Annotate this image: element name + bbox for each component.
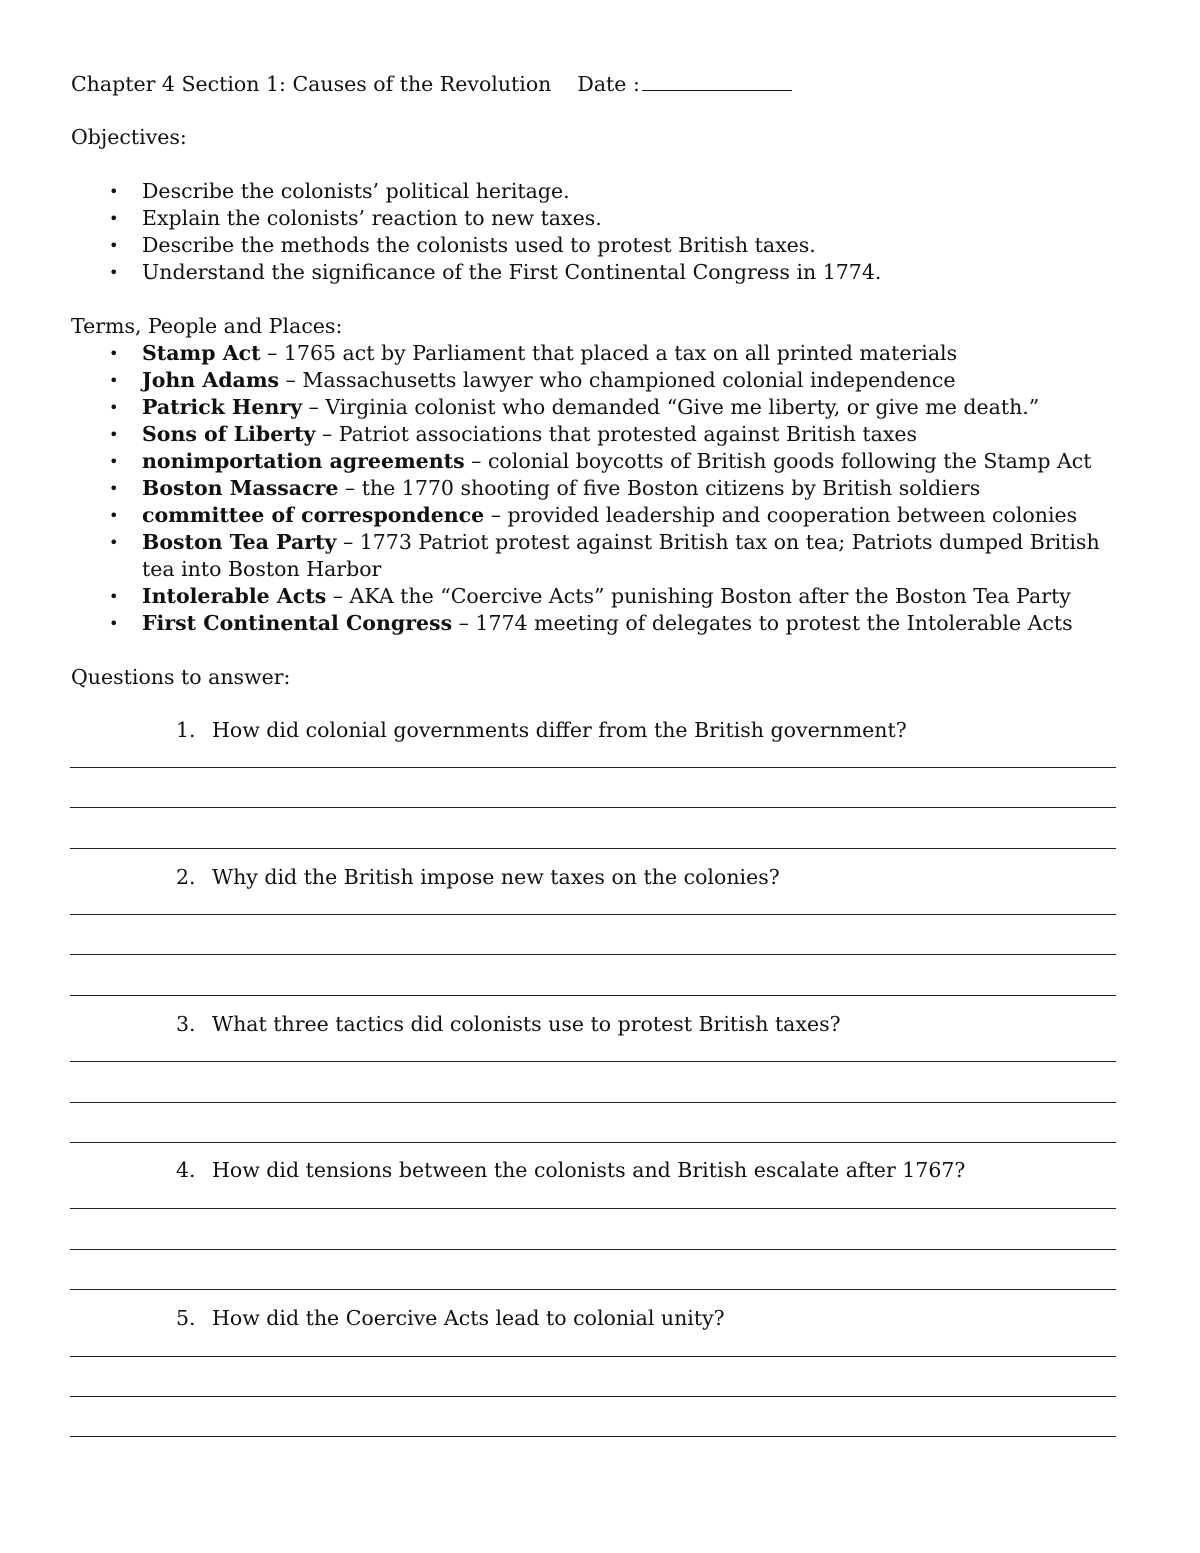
term-name: Boston Tea Party [142, 530, 337, 554]
bullet-icon: • [109, 236, 119, 255]
question-2 [176, 864, 780, 891]
list-item: • Understand the significance of the First Continental Congress in 1774. [109, 260, 882, 284]
term-definition: – AKA the “Coercive Acts” punishing Boston after the Boston Tea Party [326, 584, 1071, 608]
bullet-icon: • [109, 452, 119, 471]
answer-line[interactable] [70, 1436, 1116, 1437]
term-item [0, 421, 1100, 448]
question-3 [176, 1011, 841, 1038]
term-item [0, 583, 1100, 610]
answer-line[interactable] [70, 954, 1116, 955]
answer-line[interactable] [70, 1061, 1116, 1062]
answer-line[interactable] [70, 914, 1116, 915]
term-name: John Adams [142, 368, 280, 392]
term-definition: – Patriot associations that protested against British taxes [315, 422, 918, 446]
bullet-icon: • [109, 263, 119, 282]
bullet-icon: • [109, 614, 119, 633]
bullet-icon: • [109, 182, 119, 201]
term-name: Stamp Act [142, 341, 261, 365]
bullet-icon: • [109, 398, 119, 417]
date-label: Date [577, 72, 627, 96]
bullet-icon: • [109, 506, 119, 525]
objectives-list [0, 178, 881, 286]
term-item [0, 448, 1100, 475]
term-item [0, 475, 1100, 502]
bullet-icon: • [109, 587, 119, 606]
answer-line[interactable] [70, 1396, 1116, 1397]
answer-line[interactable] [70, 1249, 1116, 1250]
bullet-icon: • [109, 344, 119, 363]
bullet-icon: • [109, 209, 119, 228]
question-4 [176, 1157, 965, 1184]
term-definition: – the 1770 shooting of five Boston citizens by British soldiers [338, 476, 981, 500]
terms-heading: Terms, People and Places: [71, 314, 343, 338]
term-name: nonimportation agreements [142, 449, 465, 473]
questions-heading: Questions to answer: [71, 665, 291, 689]
term-definition: – 1774 meeting of delegates to protest the Intolerable Acts [452, 611, 1073, 635]
term-definition-continuation: tea into Boston Harbor [142, 557, 382, 581]
list-item: • Describe the methods the colonists used to protest British taxes. [109, 233, 816, 257]
term-definition: – 1773 Patriot protest against British tax on tea; Patriots dumped British [336, 530, 1100, 554]
term-definition: – 1765 act by Parliament that placed a tax on all printed materials [260, 341, 958, 365]
answer-line[interactable] [70, 767, 1116, 768]
question-number: 1. [176, 718, 196, 742]
answer-line[interactable] [70, 1208, 1116, 1209]
term-name: First Continental Congress [142, 611, 453, 635]
question-text: Why did the British impose new taxes on the colonies? [212, 865, 780, 889]
list-item: • Explain the colonists’ reaction to new taxes. [109, 206, 602, 230]
objectives-heading: Objectives: [71, 125, 187, 149]
answer-line[interactable] [70, 848, 1116, 849]
question-number: 5. [176, 1306, 196, 1330]
term-definition: – Virginia colonist who demanded “Give me liberty, or give me death.” [302, 395, 1040, 419]
question-1 [176, 717, 907, 744]
page-title: Chapter 4 Section 1: Causes of the Revolution [71, 72, 552, 96]
term-name: Intolerable Acts [142, 584, 327, 608]
question-text: How did tensions between the colonists and British escalate after 1767? [212, 1158, 966, 1182]
answer-line[interactable] [70, 807, 1116, 808]
term-item [0, 502, 1100, 529]
question-number: 3. [176, 1012, 196, 1036]
term-name: Sons of Liberty [142, 422, 316, 446]
title-row: Chapter 4 Section 1: Causes of the Revolution Date : [71, 70, 792, 98]
bullet-icon: • [109, 533, 119, 552]
term-definition: – provided leadership and cooperation between colonies [484, 503, 1078, 527]
term-item [0, 340, 1100, 367]
question-number: 4. [176, 1158, 196, 1182]
answer-line[interactable] [70, 1289, 1116, 1290]
term-definition: – colonial boycotts of British goods following the Stamp Act [464, 449, 1092, 473]
terms-list [0, 340, 1100, 637]
term-item [0, 610, 1100, 637]
question-5 [176, 1305, 725, 1332]
term-item [0, 367, 1100, 394]
question-text: What three tactics did colonists use to protest British taxes? [212, 1012, 841, 1036]
term-name: Patrick Henry [142, 395, 303, 419]
answer-line[interactable] [70, 1102, 1116, 1103]
date-blank-field[interactable] [642, 70, 792, 91]
question-text: How did the Coercive Acts lead to colonial unity? [212, 1306, 725, 1330]
bullet-icon: • [109, 371, 119, 390]
answer-line[interactable] [70, 995, 1116, 996]
term-name: Boston Massacre [142, 476, 339, 500]
question-number: 2. [176, 865, 196, 889]
term-definition: – Massachusetts lawyer who championed colonial independence [279, 368, 956, 392]
list-item: • Describe the colonists’ political heritage. [109, 179, 570, 203]
question-text: How did colonial governments differ from the British government? [212, 718, 907, 742]
term-item [0, 529, 1100, 583]
answer-line[interactable] [70, 1356, 1116, 1357]
term-item [0, 394, 1100, 421]
answer-line[interactable] [70, 1142, 1116, 1143]
bullet-icon: • [109, 479, 119, 498]
term-name: committee of correspondence [142, 503, 485, 527]
bullet-icon: • [109, 425, 119, 444]
